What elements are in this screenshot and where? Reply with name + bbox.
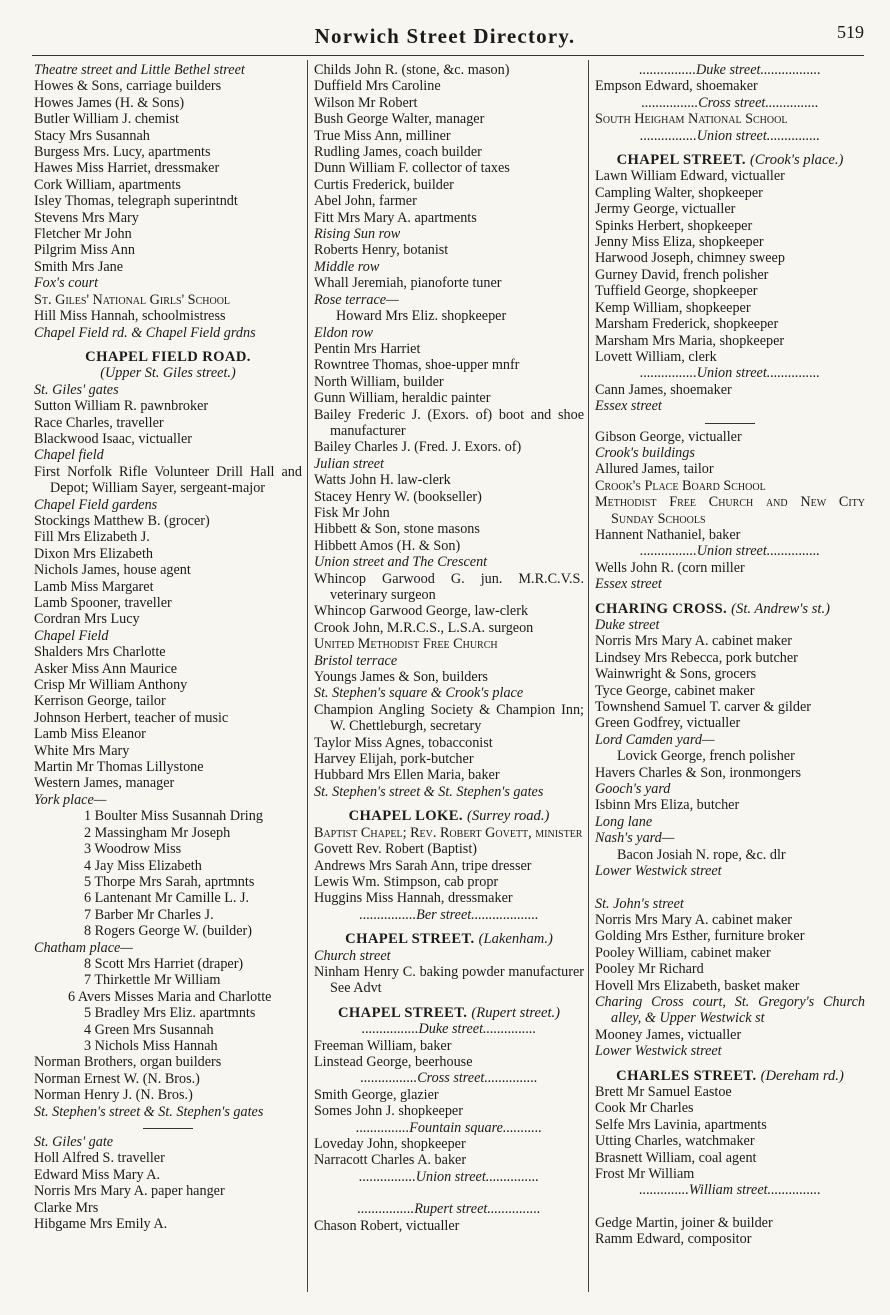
directory-entry: Lovick George, french polisher [617, 748, 795, 765]
directory-entry: 6 Lantenant Mr Camille L. J. [84, 890, 250, 907]
directory-entry: Childs John R. (stone, &c. mason) [314, 62, 510, 78]
directory-entry: United Methodist Free Church [314, 636, 498, 653]
directory-entry: Watts John H. law-clerk [314, 472, 451, 489]
street-heading-title: CHARLES STREET. [616, 1067, 757, 1084]
directory-entry: Lamb Miss Eleanor [34, 726, 146, 743]
directory-entry: Gibson George, victualler [595, 428, 742, 445]
directory-entry: Fletcher Mr John [34, 226, 132, 243]
directory-entry: Whall Jeremiah, pianoforte tuner [314, 275, 502, 292]
locality-label: St. Giles' gates [34, 381, 119, 398]
directory-entry: Lovett William, clerk [595, 348, 717, 365]
directory-entry: Wilson Mr Robert [314, 94, 418, 111]
cross-street-marker: ................Cross street............... [641, 94, 819, 111]
page-header [0, 0, 890, 58]
street-heading-title: CHAPEL STREET. [337, 1004, 468, 1021]
directory-entry: 4 Green Mrs Susannah [84, 1021, 214, 1038]
directory-entry: Selfe Mrs Lavinia, apartments [595, 1116, 767, 1133]
locality-label: Rising Sun row [314, 226, 401, 243]
directory-entry: Lawn William Edward, victualler [595, 168, 785, 185]
directory-entry: Fitt Mrs Mary A. apartments [314, 209, 477, 226]
directory-entry: 1 Boulter Miss Susannah Dring [84, 808, 263, 825]
column-divider [307, 60, 308, 1292]
street-heading [314, 1005, 584, 1021]
directory-entry: Howard Mrs Eliz. shopkeeper [336, 308, 507, 325]
directory-entry: Freeman William, baker [314, 1037, 452, 1054]
directory-entry: Green Godfrey, victualler [595, 715, 741, 732]
locality-label: Lord Camden yard— [595, 731, 715, 748]
directory-entry: Somes John J. shopkeeper [314, 1103, 463, 1120]
directory-entry: Stockings Matthew B. (grocer) [34, 512, 210, 529]
cross-street-marker: ................Ber street................... [359, 906, 539, 923]
directory-entry: Govett Rev. Robert (Baptist) [314, 841, 477, 858]
directory-entry: Rudling James, coach builder [314, 144, 482, 161]
directory-entry: Hovell Mrs Elizabeth, basket maker [595, 977, 800, 994]
street-heading-location: (Crook's place.) [750, 152, 844, 169]
directory-entry: Bush George Walter, manager [314, 111, 485, 128]
locality-label: St. Giles' gate [34, 1134, 114, 1150]
directory-entry: Western James, manager [34, 775, 175, 792]
directory-entry: Dixon Mrs Elizabeth [34, 545, 153, 562]
directory-entry: Pooley William, cabinet maker [595, 944, 771, 961]
directory-entry: South Heigham National School [595, 111, 788, 128]
street-heading [595, 601, 865, 617]
locality-label: Chapel Field [34, 627, 109, 644]
locality-label: Bristol terrace [314, 652, 398, 669]
directory-entry: Duffield Mrs Caroline [314, 78, 441, 95]
directory-entry: Lewis Wm. Stimpson, cab propr [314, 873, 499, 890]
directory-entry: Howes James (H. & Sons) [34, 94, 185, 111]
directory-entry: Isley Thomas, telegraph superintndt [34, 193, 238, 210]
directory-entry: Mooney James, victualler [595, 1026, 742, 1043]
directory-entry: Fill Mrs Elizabeth J. [34, 529, 150, 546]
locality-label: Theatre street and Little Bethel street [34, 62, 245, 78]
directory-entry: Norman Ernest W. (N. Bros.) [34, 1070, 200, 1087]
directory-entry: Charing Cross court, St. Gregory's Church alley, & Upper Westwick st [595, 993, 865, 1027]
directory-entry: Hawes Miss Harriet, dressmaker [34, 160, 220, 177]
directory-entry: Marsham Frederick, shopkeeper [595, 316, 779, 333]
directory-entry: Marsham Mrs Maria, shopkeeper [595, 332, 785, 349]
directory-entry: Lamb Miss Margaret [34, 578, 154, 595]
directory-entry: Andrews Mrs Sarah Ann, tripe dresser [314, 857, 532, 874]
locality-label: St. Stephen's square & Crook's place [314, 685, 524, 702]
street-heading-location: (Surrey road.) [466, 808, 550, 825]
cross-street-marker: ...............Fountain square........... [356, 1119, 542, 1136]
directory-entry: Loveday John, shopkeeper [314, 1136, 466, 1152]
directory-entry: Spinks Herbert, shopkeeper [595, 217, 753, 234]
directory-entry: Butler William J. chemist [34, 111, 179, 128]
directory-column-2 [314, 62, 584, 1234]
directory-entry: Cordran Mrs Lucy [34, 611, 140, 628]
directory-entry: Fisk Mr John [314, 504, 390, 521]
directory-entry: First Norfolk Rifle Volunteer Drill Hall and Depot; William Sayer, sergeant-major [34, 463, 302, 497]
street-heading-location: (Lakenham.) [478, 931, 553, 948]
street-heading [595, 152, 865, 168]
street-heading [34, 349, 302, 365]
cross-street-marker: ................Union street............... [640, 543, 820, 560]
directory-entry: Frost Mr William [595, 1166, 695, 1182]
locality-label: Lower Westwick street [595, 863, 722, 880]
directory-entry: Whincop Garwood George, law-clerk [314, 603, 529, 620]
directory-entry: Chason Robert, victualler [314, 1217, 460, 1234]
locality-label: Gooch's yard [595, 781, 671, 798]
directory-entry: Roberts Henry, botanist [314, 242, 449, 259]
cross-street-marker: ................Cross street............... [360, 1070, 538, 1087]
directory-entry: Stacey Henry W. (bookseller) [314, 488, 482, 505]
spacer [595, 1199, 865, 1215]
directory-entry: Tyce George, cabinet maker [595, 682, 755, 699]
directory-entry: Gedge Martin, joiner & builder [595, 1214, 773, 1231]
locality-label: Crook's buildings [595, 444, 695, 461]
directory-entry: Sutton William R. pawnbroker [34, 398, 209, 415]
cross-street-marker: ..............William street............... [639, 1182, 821, 1199]
directory-entry: Youngs James & Son, builders [314, 669, 488, 686]
locality-label: Union street and The Crescent [314, 554, 488, 571]
directory-entry: Abel John, farmer [314, 193, 417, 210]
locality-label: Duke street [595, 617, 660, 633]
directory-entry: 8 Scott Mrs Harriet (draper) [84, 955, 244, 972]
cross-street-marker: ................Union street............... [640, 127, 820, 144]
directory-entry: 8 Rogers George W. (builder) [84, 923, 252, 940]
directory-entry: Brasnett William, coal agent [595, 1149, 757, 1166]
directory-entry: Hibgame Mrs Emily A. [34, 1216, 168, 1233]
street-heading-title: CHAPEL FIELD ROAD. [85, 348, 251, 365]
directory-entry: Townshend Samuel T. carver & gilder [595, 699, 811, 716]
directory-entry: Harvey Elijah, pork-butcher [314, 751, 474, 768]
directory-entry: 5 Thorpe Mrs Sarah, aprtmnts [84, 873, 255, 890]
directory-entry: Norris Mrs Mary A. cabinet maker [595, 633, 792, 650]
directory-entry: Pilgrim Miss Ann [34, 242, 135, 259]
column-divider [588, 60, 589, 1292]
cross-street-marker: ................Union street............... [640, 365, 820, 382]
directory-entry: 4 Jay Miss Elizabeth [84, 857, 202, 874]
spacer [314, 1185, 584, 1201]
directory-entry: 5 Bradley Mrs Eliz. apartmnts [84, 1005, 256, 1022]
directory-entry: Stevens Mrs Mary [34, 209, 139, 226]
locality-label: Church street [314, 947, 391, 964]
directory-column-3 [595, 62, 865, 1248]
directory-entry: Ramm Edward, compositor [595, 1231, 752, 1248]
street-heading [595, 1068, 865, 1084]
directory-entry: Jenny Miss Eliza, shopkeeper [595, 234, 764, 251]
directory-entry: Champion Angling Society & Champion Inn; W. Chettleburgh, secretary [314, 701, 584, 735]
directory-entry: Brett Mr Samuel Eastoe [595, 1083, 732, 1100]
directory-entry: Howes & Sons, carriage builders [34, 78, 222, 95]
directory-column-1 [34, 62, 302, 1232]
directory-entry: Cork William, apartments [34, 176, 181, 193]
directory-entry: Clarke Mrs [34, 1199, 99, 1216]
locality-label: Essex street [595, 576, 662, 593]
directory-entry: Baptist Chapel; Rev. Robert Govett, minister [314, 824, 583, 841]
section-rule [143, 1128, 193, 1129]
directory-entry: Stacy Mrs Susannah [34, 127, 150, 144]
directory-entry: Isbinn Mrs Eliza, butcher [595, 797, 740, 814]
directory-entry: Bacon Josiah N. rope, &c. dlr [617, 846, 786, 863]
locality-label: Chatham place— [34, 939, 133, 956]
directory-entry: Utting Charles, watchmaker [595, 1133, 755, 1150]
locality-label: Eldon row [314, 324, 373, 341]
street-heading-location: (Dereham rd.) [760, 1067, 844, 1084]
directory-entry: Norris Mrs Mary A. cabinet maker [595, 911, 792, 928]
directory-entry: Huggins Miss Hannah, dressmaker [314, 890, 513, 907]
directory-entry: Holl Alfred S. traveller [34, 1150, 165, 1167]
directory-entry: Hibbett Amos (H. & Son) [314, 537, 461, 554]
directory-entry: Blackwood Isaac, victualler [34, 430, 192, 447]
directory-entry: Methodist Free Church and New City Sunday Schools [595, 494, 865, 527]
directory-entry: Martin Mr Thomas Lillystone [34, 759, 204, 776]
directory-entry: Whincop Garwood G. jun. M.R.C.V.S. veterinary surgeon [314, 570, 584, 603]
directory-entry: Shalders Mrs Charlotte [34, 644, 166, 661]
section-rule [705, 423, 755, 424]
directory-entry: Cook Mr Charles [595, 1100, 694, 1117]
directory-entry: Smith George, glazier [314, 1086, 439, 1103]
locality-label: Middle row [314, 258, 380, 275]
directory-entry: 3 Nichols Miss Hannah [84, 1037, 218, 1054]
directory-entry: Narracott Charles A. baker [314, 1152, 467, 1169]
locality-label: St. Stephen's street & St. Stephen's gates [34, 1103, 264, 1120]
page-number: 519 [837, 22, 864, 42]
locality-label: Rose terrace— [314, 291, 399, 308]
directory-entry: Gurney David, french polisher [595, 266, 769, 283]
directory-entry: Cann James, shoemaker [595, 381, 732, 398]
directory-entry: Dunn William F. collector of taxes [314, 160, 510, 177]
directory-entry: Lindsey Mrs Rebecca, pork butcher [595, 649, 798, 666]
directory-entry: Taylor Miss Agnes, tobacconist [314, 734, 493, 751]
directory-entry: Hibbett & Son, stone masons [314, 521, 480, 538]
directory-entry: St. Giles' National Girls' School [34, 291, 231, 308]
directory-entry: Norris Mrs Mary A. paper hanger [34, 1183, 225, 1200]
directory-entry: Hubbard Mrs Ellen Maria, baker [314, 767, 500, 784]
cross-street-marker: ................Union street............... [359, 1168, 539, 1185]
directory-entry: True Miss Ann, milliner [314, 127, 451, 144]
locality-label: Chapel field [34, 447, 104, 464]
directory-entry: Kerrison George, tailor [34, 693, 166, 710]
directory-entry: 6 Avers Misses Maria and Charlotte [68, 988, 272, 1005]
header-rule [32, 55, 864, 56]
directory-entry: Jermy George, victualler [595, 201, 736, 218]
street-heading-location: (Rupert street.) [471, 1004, 561, 1021]
street-heading-title: CHAPEL STREET. [345, 931, 475, 948]
directory-entry: Pooley Mr Richard [595, 961, 704, 978]
directory-entry: Nichols James, house agent [34, 562, 191, 579]
directory-entry: Edward Miss Mary A. [34, 1166, 161, 1183]
locality-label: St. John's street [595, 895, 684, 912]
directory-entry: 7 Thirkettle Mr William [84, 972, 221, 989]
directory-entry: Ninham Henry C. baking powder manufacturer See Advt [314, 963, 584, 997]
directory-entry: Bailey Frederic J. (Exors. of) boot and shoe manufacturer [314, 406, 584, 439]
spacer [595, 880, 865, 896]
street-heading [314, 808, 584, 824]
locality-label: St. Stephen's street & St. Stephen's gates [314, 783, 544, 800]
street-heading-location: (St. Andrew's st.) [731, 600, 830, 617]
directory-entry: Wells John R. (corn miller [595, 559, 745, 576]
directory-entry: Wainwright & Sons, grocers [595, 666, 757, 683]
directory-entry: Burgess Mrs. Lucy, apartments [34, 144, 211, 161]
directory-entry: 7 Barber Mr Charles J. [84, 906, 214, 923]
directory-entry: Kemp William, shopkeeper [595, 299, 751, 316]
directory-entry: Curtis Frederick, builder [314, 176, 454, 193]
locality-label: Julian street [314, 455, 385, 472]
locality-label: York place— [34, 791, 107, 808]
street-heading-title: CHARING CROSS. [595, 600, 728, 617]
locality-label: Long lane [595, 813, 653, 830]
directory-entry: Golding Mrs Esther, furniture broker [595, 928, 805, 945]
locality-label: Fox's court [34, 275, 99, 292]
street-heading [314, 931, 584, 947]
cross-street-marker: ................Duke street................. [639, 62, 821, 78]
directory-entry: Hannent Nathaniel, baker [595, 526, 741, 543]
locality-label: Lower Westwick street [595, 1043, 722, 1060]
directory-entry: White Mrs Mary [34, 742, 130, 759]
directory-entry: Lamb Spooner, traveller [34, 595, 172, 611]
directory-entry: Bailey Charles J. (Fred. J. Exors. of) [314, 439, 522, 456]
street-heading-subtitle: (Upper St. Giles street.) [100, 365, 236, 382]
directory-entry: 3 Woodrow Miss [84, 841, 182, 858]
locality-label: Chapel Field rd. & Chapel Field grdns [34, 324, 256, 341]
locality-label: Essex street [595, 398, 662, 415]
locality-label: Chapel Field gardens [34, 496, 158, 513]
directory-entry: Norman Henry J. (N. Bros.) [34, 1087, 193, 1104]
street-heading-title: CHAPEL STREET. [616, 152, 746, 169]
street-heading-title: CHAPEL LOKE. [348, 808, 463, 825]
directory-entry: North William, builder [314, 373, 444, 390]
directory-entry: Crisp Mr William Anthony [34, 677, 188, 694]
directory-entry: 2 Massingham Mr Joseph [84, 824, 231, 841]
directory-entry: Allured James, tailor [595, 461, 714, 478]
directory-entry: Hill Miss Hannah, schoolmistress [34, 308, 226, 325]
directory-entry: Linstead George, beerhouse [314, 1053, 473, 1070]
cross-street-marker: ................Rupert street............... [357, 1201, 541, 1218]
directory-entry: Gunn William, heraldic painter [314, 390, 491, 407]
directory-entry: Pentin Mrs Harriet [314, 340, 421, 357]
directory-entry: Havers Charles & Son, ironmongers [595, 764, 802, 781]
page-title: Norwich Street Directory. [314, 24, 576, 48]
directory-entry: Crook John, M.R.C.S., L.S.A. surgeon [314, 619, 534, 636]
directory-entry: Race Charles, traveller [34, 414, 164, 431]
directory-entry: Empson Edward, shoemaker [595, 78, 758, 95]
cross-street-marker: ................Duke street............... [361, 1021, 537, 1038]
directory-entry: Crook's Place Board School [595, 477, 766, 494]
directory-entry: Campling Walter, shopkeeper [595, 184, 763, 201]
directory-entry: Johnson Herbert, teacher of music [34, 709, 229, 726]
directory-entry: Harwood Joseph, chimney sweep [595, 250, 785, 267]
directory-entry: Tuffield George, shopkeeper [595, 283, 758, 300]
directory-entry: Smith Mrs Jane [34, 258, 124, 275]
directory-entry: Norman Brothers, organ builders [34, 1054, 222, 1071]
locality-label: Nash's yard— [595, 830, 675, 847]
directory-entry: Asker Miss Ann Maurice [34, 660, 178, 677]
directory-entry: Rowntree Thomas, shoe-upper mnfr [314, 357, 520, 374]
